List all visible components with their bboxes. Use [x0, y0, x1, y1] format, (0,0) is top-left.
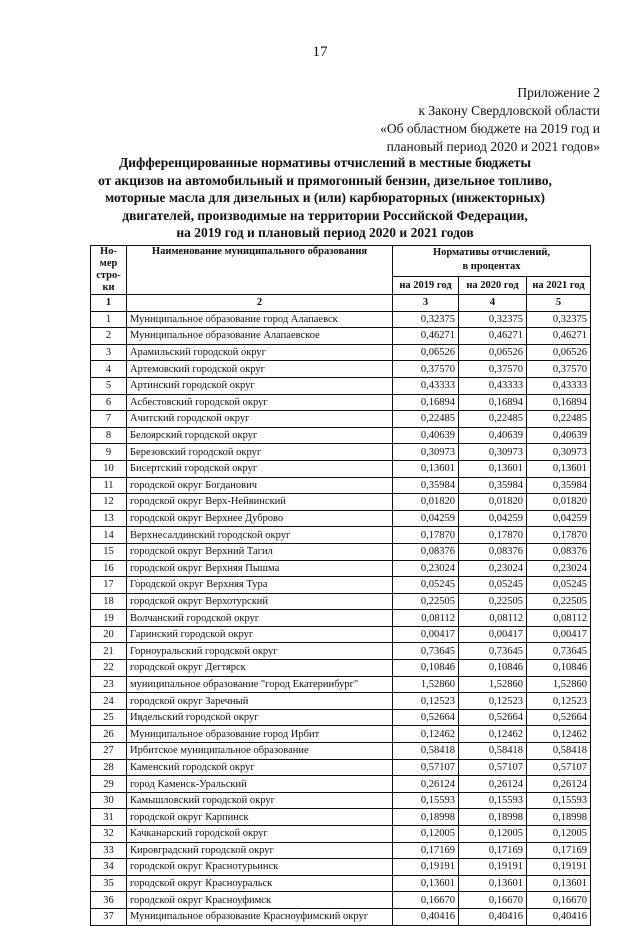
municipality-name: Артинский городской округ: [127, 377, 393, 394]
norm-2020: 0,00417: [459, 626, 527, 643]
table-row: [91, 809, 591, 826]
norm-2020: 0,08376: [459, 543, 527, 560]
municipality-name: муниципальное образование "город Екатеринбург": [127, 676, 393, 693]
page-number: 17: [312, 44, 328, 60]
row-number: 30: [91, 792, 127, 809]
appendix-line: Приложение 2: [517, 85, 600, 100]
norm-2021: 0,22485: [527, 411, 591, 428]
norm-2019: 0,58418: [393, 743, 459, 760]
norm-2021: 1,52860: [527, 676, 591, 693]
norm-2019: 0,40639: [393, 427, 459, 444]
norm-2020: 0,12005: [459, 826, 527, 843]
norm-2021: 0,05245: [527, 577, 591, 594]
norm-2020: 0,12523: [459, 693, 527, 710]
table-row: [91, 411, 591, 428]
row-number: 14: [91, 527, 127, 544]
norm-2020: 0,17169: [459, 842, 527, 859]
norm-2021: 0,16670: [527, 892, 591, 909]
norm-2019: 0,08376: [393, 543, 459, 560]
norm-2019: 1,52860: [393, 676, 459, 693]
municipality-name: городской округ Верхнее Дуброво: [127, 510, 393, 527]
table-row: [91, 726, 591, 743]
row-number: 36: [91, 892, 127, 909]
document-title: [60, 154, 590, 242]
row-number: 2: [91, 328, 127, 345]
municipality-name: городской округ Заречный: [127, 693, 393, 710]
norm-2020: 0,04259: [459, 510, 527, 527]
norm-2021: 0,13601: [527, 460, 591, 477]
norm-2021: 0,37570: [527, 361, 591, 378]
norm-2019: 0,17870: [393, 527, 459, 544]
row-number: 10: [91, 460, 127, 477]
table-row: [91, 427, 591, 444]
norm-2019: 0,13601: [393, 460, 459, 477]
row-number: 17: [91, 577, 127, 594]
municipality-name: Муниципальное образование Красноуфимский округ: [127, 908, 393, 925]
table-row: [91, 826, 591, 843]
column-index: 1: [91, 295, 127, 312]
norm-2020: 0,32375: [459, 311, 527, 328]
norm-2020: 0,22505: [459, 593, 527, 610]
table-row: [91, 577, 591, 594]
column-index-row: [91, 295, 591, 312]
municipality-name: Камышловский городской округ: [127, 792, 393, 809]
norm-2019: 0,32375: [393, 311, 459, 328]
row-number: 16: [91, 560, 127, 577]
table-row: [91, 875, 591, 892]
municipality-name: город Каменск-Уральский: [127, 776, 393, 793]
norm-2019: 0,26124: [393, 776, 459, 793]
municipality-name: Белоярский городской округ: [127, 427, 393, 444]
table-row: [91, 759, 591, 776]
column-index: 5: [527, 295, 591, 312]
municipality-name: городской округ Верх-Нейвинский: [127, 494, 393, 511]
norm-2019: 0,01820: [393, 494, 459, 511]
table-row: [91, 643, 591, 660]
table-row: [91, 709, 591, 726]
norm-2019: 0,12462: [393, 726, 459, 743]
norm-2020: 0,16894: [459, 394, 527, 411]
norm-2019: 0,13601: [393, 875, 459, 892]
municipality-name: городской округ Верхний Тагил: [127, 543, 393, 560]
norm-2019: 0,10846: [393, 660, 459, 677]
appendix-note: [380, 84, 600, 156]
norm-2021: 0,12523: [527, 693, 591, 710]
municipality-name: Муниципальное образование город Алапаевск: [127, 311, 393, 328]
column-index: 3: [393, 295, 459, 312]
row-number: 11: [91, 477, 127, 494]
table-row: [91, 792, 591, 809]
row-number: 26: [91, 726, 127, 743]
norm-2021: 0,15593: [527, 792, 591, 809]
municipality-name: городской округ Богданович: [127, 477, 393, 494]
row-number: 15: [91, 543, 127, 560]
row-number: 12: [91, 494, 127, 511]
table-row: [91, 776, 591, 793]
municipality-name: городской округ Красноуфимск: [127, 892, 393, 909]
norm-2019: 0,16894: [393, 394, 459, 411]
table-row: [91, 311, 591, 328]
table-row: [91, 444, 591, 461]
norm-2019: 0,22485: [393, 411, 459, 428]
column-index: 2: [127, 295, 393, 312]
norm-2021: 0,08112: [527, 610, 591, 627]
table-row: [91, 908, 591, 925]
norm-2020: 0,16670: [459, 892, 527, 909]
norm-2021: 0,16894: [527, 394, 591, 411]
table-row: [91, 610, 591, 627]
norm-2019: 0,08112: [393, 610, 459, 627]
norm-2021: 0,12005: [527, 826, 591, 843]
municipality-name: Артемовский городской округ: [127, 361, 393, 378]
appendix-line: плановый период 2020 и 2021 годов»: [386, 139, 600, 154]
row-number: 20: [91, 626, 127, 643]
table-row: [91, 676, 591, 693]
row-number: 29: [91, 776, 127, 793]
norm-2019: 0,46271: [393, 328, 459, 345]
norm-2021: 0,43333: [527, 377, 591, 394]
row-number: 28: [91, 759, 127, 776]
row-number: 21: [91, 643, 127, 660]
municipality-name: Бисертский городской округ: [127, 460, 393, 477]
norm-2021: 0,19191: [527, 859, 591, 876]
table-row: [91, 743, 591, 760]
norm-2021: 0,22505: [527, 593, 591, 610]
norm-2019: 0,18998: [393, 809, 459, 826]
norm-2020: 0,30973: [459, 444, 527, 461]
table-row: [91, 626, 591, 643]
norm-2021: 0,10846: [527, 660, 591, 677]
norm-2021: 0,40639: [527, 427, 591, 444]
norm-2019: 0,17169: [393, 842, 459, 859]
municipality-name: городской округ Красноуральск: [127, 875, 393, 892]
row-number: 5: [91, 377, 127, 394]
municipality-name: городской округ Дегтярск: [127, 660, 393, 677]
norm-2020: 0,52664: [459, 709, 527, 726]
row-number: 1: [91, 311, 127, 328]
norms-group-header: Нормативы отчислений, в процентах: [393, 246, 591, 277]
row-number: 25: [91, 709, 127, 726]
row-number: 8: [91, 427, 127, 444]
municipality-name: городской округ Краснотурьинск: [127, 859, 393, 876]
norm-2020: 0,01820: [459, 494, 527, 511]
title-line: Дифференцированные нормативы отчислений в местные бюджеты: [118, 155, 532, 170]
table-row: [91, 693, 591, 710]
municipality-name: Качканарский городской округ: [127, 826, 393, 843]
norm-2021: 0,73645: [527, 643, 591, 660]
norm-2019: 0,05245: [393, 577, 459, 594]
norm-2021: 0,32375: [527, 311, 591, 328]
table-row: [91, 377, 591, 394]
norm-2020: 0,35984: [459, 477, 527, 494]
row-number: 3: [91, 344, 127, 361]
norm-2021: 0,52664: [527, 709, 591, 726]
municipality-name: Ирбитское муниципальное образование: [127, 743, 393, 760]
table-row: [91, 477, 591, 494]
norm-2020: 0,19191: [459, 859, 527, 876]
row-number: 4: [91, 361, 127, 378]
norm-2019: 0,40416: [393, 908, 459, 925]
norm-2019: 0,43333: [393, 377, 459, 394]
title-line: двигателей, производимые на территории Российской Федерации,: [122, 207, 528, 223]
table-row: [91, 494, 591, 511]
title-line: моторные масла для дизельных и (или) карбюраторных (инжекторных): [104, 190, 546, 205]
municipality-name: Арамильский городской округ: [127, 344, 393, 361]
norm-2020: 0,17870: [459, 527, 527, 544]
norm-2020: 0,26124: [459, 776, 527, 793]
municipality-name: Асбестовский городской округ: [127, 394, 393, 411]
norm-2020: 0,43333: [459, 377, 527, 394]
norm-2019: 0,04259: [393, 510, 459, 527]
column-index: 4: [459, 295, 527, 312]
norm-2021: 0,04259: [527, 510, 591, 527]
norm-2020: 0,46271: [459, 328, 527, 345]
year-2021-header: на 2021 год: [527, 277, 591, 295]
norm-2020: 0,08112: [459, 610, 527, 627]
municipality-name: Березовский городской округ: [127, 444, 393, 461]
norm-2019: 0,57107: [393, 759, 459, 776]
norm-2021: 0,18998: [527, 809, 591, 826]
norm-2021: 0,35984: [527, 477, 591, 494]
row-number-header: Но- мер стро- ки: [91, 246, 127, 295]
row-number: 19: [91, 610, 127, 627]
norm-2020: 0,58418: [459, 743, 527, 760]
norm-2020: 0,73645: [459, 643, 527, 660]
norm-2021: 0,06526: [527, 344, 591, 361]
norm-2021: 0,00417: [527, 626, 591, 643]
row-number: 31: [91, 809, 127, 826]
table-row: [91, 328, 591, 345]
row-number: 27: [91, 743, 127, 760]
table-row: [91, 593, 591, 610]
row-number: 24: [91, 693, 127, 710]
row-number: 33: [91, 842, 127, 859]
norm-2020: 0,22485: [459, 411, 527, 428]
table-row: [91, 344, 591, 361]
norm-2020: 0,12462: [459, 726, 527, 743]
municipality-name: Ивдельский городской округ: [127, 709, 393, 726]
norm-2021: 0,17169: [527, 842, 591, 859]
row-number: 37: [91, 908, 127, 925]
norm-2021: 0,58418: [527, 743, 591, 760]
norm-2020: 0,23024: [459, 560, 527, 577]
municipality-name: Волчанский городской округ: [127, 610, 393, 627]
title-line: на 2019 год и плановый период 2020 и 2021 годов: [176, 225, 474, 240]
norm-2020: 0,05245: [459, 577, 527, 594]
norm-2021: 0,01820: [527, 494, 591, 511]
municipality-name: городской округ Верхняя Пышма: [127, 560, 393, 577]
norm-2021: 0,40416: [527, 908, 591, 925]
year-2019-header: на 2019 год: [393, 277, 459, 295]
table-row: [91, 394, 591, 411]
row-number: 23: [91, 676, 127, 693]
municipality-name: Каменский городской округ: [127, 759, 393, 776]
table-row: [91, 527, 591, 544]
norm-2019: 0,15593: [393, 792, 459, 809]
norm-2020: 0,10846: [459, 660, 527, 677]
row-number: 34: [91, 859, 127, 876]
municipality-name: городской округ Карпинск: [127, 809, 393, 826]
table-row: [91, 660, 591, 677]
norm-2019: 0,35984: [393, 477, 459, 494]
norm-2019: 0,22505: [393, 593, 459, 610]
row-number: 6: [91, 394, 127, 411]
norm-2021: 0,08376: [527, 543, 591, 560]
table-row: [91, 560, 591, 577]
table-body: [91, 311, 591, 925]
norm-2020: 0,15593: [459, 792, 527, 809]
norms-table: [90, 245, 591, 926]
row-number: 13: [91, 510, 127, 527]
norm-2020: 0,57107: [459, 759, 527, 776]
row-number: 18: [91, 593, 127, 610]
table-row: [91, 510, 591, 527]
row-number: 35: [91, 875, 127, 892]
municipality-name-header: Наименование муниципального образования: [127, 246, 393, 295]
norm-2019: 0,12523: [393, 693, 459, 710]
municipality-name: Кировградский городской округ: [127, 842, 393, 859]
norm-2020: 0,13601: [459, 460, 527, 477]
norm-2020: 0,40416: [459, 908, 527, 925]
municipality-name: Горноуральский городской округ: [127, 643, 393, 660]
norm-2019: 0,16670: [393, 892, 459, 909]
norm-2020: 0,37570: [459, 361, 527, 378]
row-number: 7: [91, 411, 127, 428]
row-number: 32: [91, 826, 127, 843]
norm-2021: 0,12462: [527, 726, 591, 743]
row-number: 22: [91, 660, 127, 677]
norm-2020: 0,06526: [459, 344, 527, 361]
table-row: [91, 361, 591, 378]
municipality-name: городской округ Верхотурский: [127, 593, 393, 610]
appendix-line: к Закону Свердловской области: [418, 103, 600, 118]
municipality-name: Муниципальное образование Алапаевское: [127, 328, 393, 345]
norm-2019: 0,12005: [393, 826, 459, 843]
norm-2020: 0,18998: [459, 809, 527, 826]
norm-2019: 0,73645: [393, 643, 459, 660]
norm-2021: 0,30973: [527, 444, 591, 461]
municipality-name: Муниципальное образование город Ирбит: [127, 726, 393, 743]
table-row: [91, 543, 591, 560]
norm-2019: 0,00417: [393, 626, 459, 643]
appendix-line: «Об областном бюджете на 2019 год и: [380, 121, 600, 136]
municipality-name: Ачитский городской округ: [127, 411, 393, 428]
norm-2021: 0,46271: [527, 328, 591, 345]
norm-2019: 0,23024: [393, 560, 459, 577]
norm-2021: 0,17870: [527, 527, 591, 544]
norm-2021: 0,23024: [527, 560, 591, 577]
norm-2019: 0,19191: [393, 859, 459, 876]
table-row: [91, 842, 591, 859]
row-number: 9: [91, 444, 127, 461]
municipality-name: Гаринский городской округ: [127, 626, 393, 643]
norm-2019: 0,06526: [393, 344, 459, 361]
norm-2019: 0,52664: [393, 709, 459, 726]
norm-2020: 0,40639: [459, 427, 527, 444]
table-row: [91, 859, 591, 876]
norm-2021: 0,13601: [527, 875, 591, 892]
table-row: [91, 892, 591, 909]
title-line: от акцизов на автомобильный и прямогонный бензин, дизельное топливо,: [98, 172, 552, 188]
norm-2020: 0,13601: [459, 875, 527, 892]
norm-2020: 1,52860: [459, 676, 527, 693]
municipality-name: Городской округ Верхняя Тура: [127, 577, 393, 594]
norm-2021: 0,26124: [527, 776, 591, 793]
table-row: [91, 460, 591, 477]
municipality-name: Верхнесалдинский городской округ: [127, 527, 393, 544]
norm-2021: 0,57107: [527, 759, 591, 776]
year-2020-header: на 2020 год: [459, 277, 527, 295]
norm-2019: 0,37570: [393, 361, 459, 378]
norm-2019: 0,30973: [393, 444, 459, 461]
